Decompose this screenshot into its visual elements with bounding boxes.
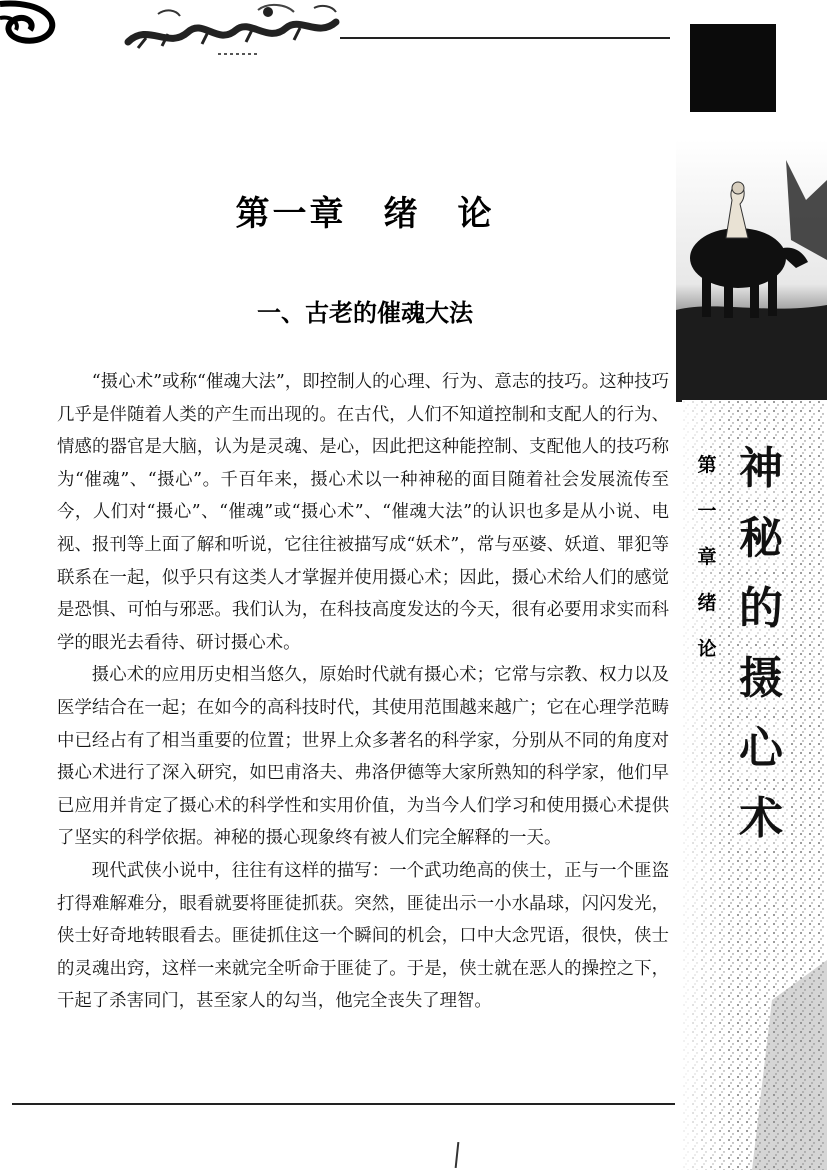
page-mark [455, 1142, 460, 1168]
paragraph: 现代武侠小说中，往往有这样的描写：一个武功绝高的侠士，正与一个匪盗打得难解难分，眼看就要将匪徒抓获。突然，匪徒出示一小水晶球，闪闪发光，侠士好奇地转眼看去。匪徒抓住这一个瞬间的机会，口中大念咒语，很快，侠士的灵魂出窍，这样一来就完全听命于匪徒了。于是，侠士就在恶人的操控之下，干起了杀害同门，甚至家人的勾当，他完全丧失了理智。 [57, 860, 669, 1012]
side-title-char: 神 [734, 440, 788, 498]
side-title-char: 术 [734, 790, 788, 848]
side-chapter-char: 第 [697, 454, 717, 476]
dragon-ornament-icon [118, 2, 343, 60]
side-chapter-label [692, 442, 722, 672]
body-text [57, 366, 669, 1018]
side-title-char: 秘 [734, 510, 788, 568]
footer-rule [12, 1103, 675, 1105]
side-chapter-char: 章 [697, 546, 717, 568]
side-chapter-char: 一 [697, 500, 717, 522]
paragraph: “摄心术”或称“催魂大法”，即控制人的心理、行为、意志的技巧。这种技巧几乎是伴随着人类的产生而出现的。在古代，人们不知道控制和支配人的行为、情感的器官是大脑，认为是灵魂、是心，因此把这种能控制、支配他人的技巧称为“催魂”、“摄心”。千百年来，摄心术以一种神秘的面目随着社会发展流传至今，人们对“摄心”、“催魂”或“摄心术”、“催魂大法”的认识也多是从小说、电视、报刊等上面了解和听说，它往往被描写成“妖术”，常与巫婆、妖道、罪犯等联系在一起，似乎只有这类人才掌握并使用摄心术；因此，摄心术给人们的感觉是恐惧、可怕与邪恶。我们认为，在科技高度发达的今天，很有必要用求实而科学的眼光去看待、研讨摄心术。 [57, 372, 669, 653]
header-rule [340, 37, 670, 39]
ox-rider-photo [676, 140, 827, 402]
side-chapter-char: 绪 [697, 592, 717, 614]
side-book-title [734, 440, 788, 860]
section-title: 一、古老的催魂大法 [257, 299, 473, 327]
side-title-char: 摄 [734, 650, 788, 708]
paragraph: 摄心术的应用历史相当悠久，原始时代就有摄心术；它常与宗教、权力以及医学结合在一起；在如今的高科技时代，其使用范围越来越广；它在心理学范畴中已经占有了相当重要的位置；世界上众多著名的科学家，分别从不同的角度对摄心术进行了深入研究，如巴甫洛夫、弗洛伊德等大家所熟知的科学家，他们早已应用并肯定了摄心术的科学性和实用价值，为当今人们学习和使用摄心术提供了坚实的科学依据。神秘的摄心现象终有被人们完全解释的一天。 [57, 665, 669, 849]
side-chapter-char: 论 [697, 638, 717, 660]
side-title-char: 的 [734, 580, 788, 638]
corner-swirl-ornament [0, 0, 70, 50]
side-title-char: 心 [734, 720, 788, 778]
chapter-title: 第一章 绪 论 [235, 194, 495, 234]
black-block-decoration [690, 24, 776, 112]
